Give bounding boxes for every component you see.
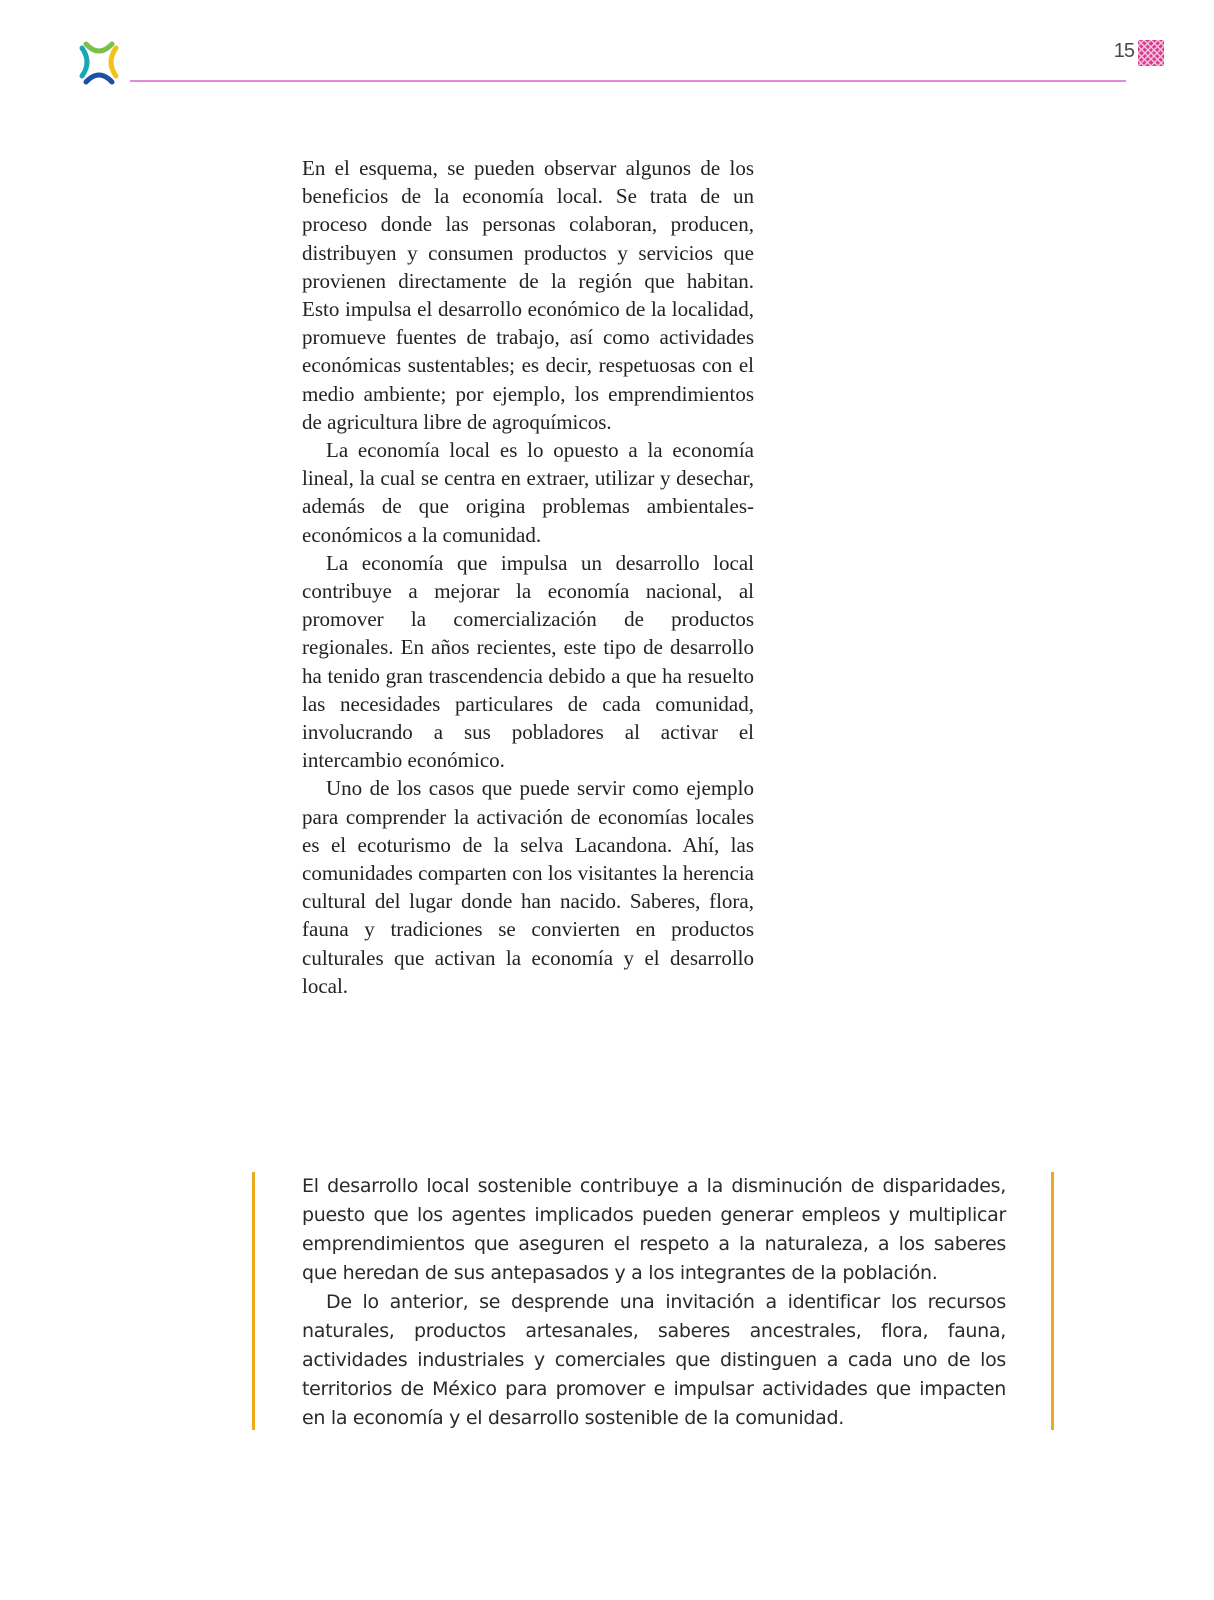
interlocking-arcs-logo-icon bbox=[76, 40, 122, 86]
callout-paragraph: De lo anterior, se desprende una invitación a identificar los recursos naturales, productos artesanales, saberes ancestrales, flora, fauna, actividades industriales y comerciales que distinguen a cada uno de los territorios de México para promover e impulsar actividades que impacten en la economía y el desarrollo sostenible de la comunidad. bbox=[302, 1291, 1006, 1429]
callout-left-bar bbox=[252, 1172, 255, 1430]
callout-box bbox=[252, 1172, 1054, 1430]
body-paragraph: La economía que impulsa un desarrollo local contribuye a mejorar la economía nacional, al promover la comercialización de productos regionales. En años recientes, este tipo de desarrollo ha tenido gran trascendencia debido a que ha resuelto las necesidades particulares de cada comunidad, involucrando a sus pobladores al activar el intercambio económico. bbox=[302, 550, 754, 773]
body-paragraph: Uno de los casos que puede servir como ejemplo para comprender la activación de economías locales es el ecoturismo de la selva Lacandona. Ahí, las comunidades comparten con los visitantes la herencia cultural del lugar donde han nacido. Saberes, flora, fauna y tradiciones se convierten en productos culturales que activan la economía y el desarrollo local. bbox=[302, 776, 754, 998]
callout-paragraph: El desarrollo local sostenible contribuye a la disminución de disparidades, puesto que los agentes implicados pueden generar empleos y multiplicar emprendimientos que aseguren el respeto a la naturaleza, a los saberes que heredan de sus antepasados y a los integrantes de la población. bbox=[302, 1175, 1006, 1284]
callout-right-bar bbox=[1051, 1172, 1054, 1430]
header-rule bbox=[130, 80, 1126, 82]
woven-pattern-icon bbox=[1138, 40, 1164, 66]
callout-text bbox=[302, 1172, 1006, 1433]
body-text-column bbox=[302, 154, 754, 1000]
body-paragraph: En el esquema, se pueden observar algunos de los beneficios de la economía local. Se trata de un proceso donde las personas colaboran, producen, distribuyen y consumen productos y servicios que provienen directamente de la región que habitan. Esto impulsa el desarrollo económico de la localidad, promueve fuentes de trabajo, así como actividades económicas sustentables; es decir, respetuosas con el medio ambiente; por ejemplo, los emprendimientos de agricultura libre de agroquímicos. bbox=[302, 156, 754, 434]
page-number: 15 bbox=[1113, 40, 1134, 62]
body-paragraph: La economía local es lo opuesto a la economía lineal, la cual se centra en extraer, utilizar y desechar, además de que origina problemas ambientales-económicos a la comunidad. bbox=[302, 438, 754, 547]
